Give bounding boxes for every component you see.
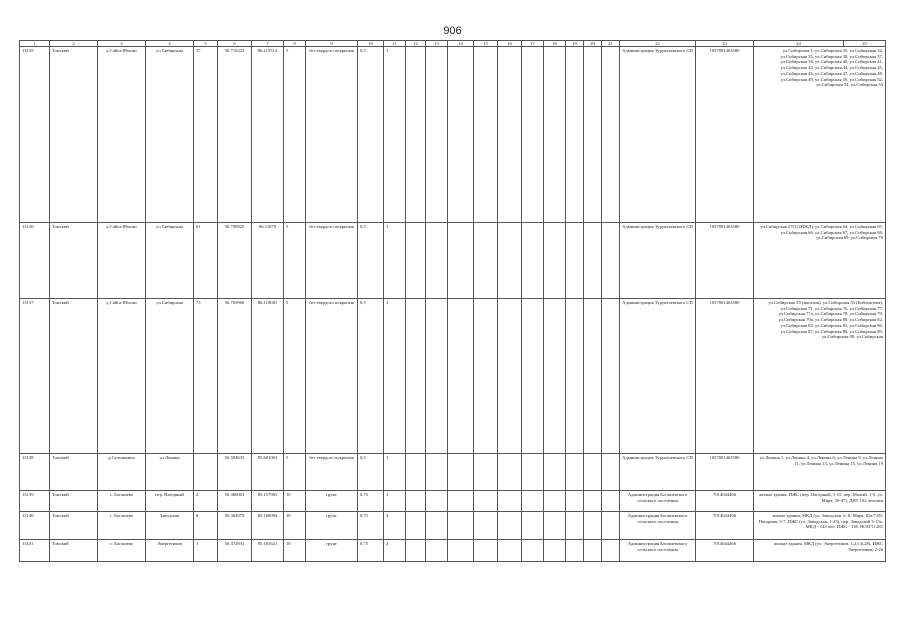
empty-cell [602,299,620,454]
house-cell: 1 [194,540,218,562]
empty-cell [498,454,522,491]
empty-cell [544,223,566,299]
longitude-cell: 85.157965 [252,491,284,512]
column-number-4: 4 [146,41,194,47]
settlement-cell: д.Султанкино [98,454,146,491]
empty-cell [448,454,474,491]
area-cell: 5 [284,47,306,223]
empty-cell [522,491,544,512]
empty-cell [522,454,544,491]
empty-cell [498,491,522,512]
longitude-cell: 86.11679 [252,223,284,299]
house-cell: 61 [194,223,218,299]
served-objects-cell: жилые здания, МКД (ул. Заводская, 6, 8; Мира, 65а/7,69; Нагорная, 5-7, ИЖС (ул. Заводская, 1-23), пер. Заводской 3-15а, МКД - 143 чел, ИЖС - 138, ВСЕГО 281 [754,512,886,540]
ogrn-cell: 7014044466 [696,512,754,540]
container-count-cell: 1 [384,47,406,223]
empty-cell [602,491,620,512]
column-number-12: 12 [406,41,426,47]
longitude-cell: 85.181621 [252,540,284,562]
district-cell: Томский [50,540,98,562]
settlement-cell: с. Богашево [98,540,146,562]
owner-cell: Администрация Богашевского сельского поселения [620,512,696,540]
empty-cell [566,47,584,223]
column-number-6: 6 [218,41,252,47]
latitude-cell: 56.364979 [218,512,252,540]
surface-cell: грунт [306,540,358,562]
empty-cell [522,299,544,454]
empty-cell [566,512,584,540]
owner-cell: Администрация Турунтаевского СП [620,299,696,454]
empty-cell [406,454,426,491]
served-objects-cell: жилые здания, ИЖС (пер. Нагорный, 1-15, пер. Малый, 1-5, ул. Мира, 39-47), ДНТ 102 человек [754,491,886,512]
empty-cell [406,47,426,223]
column-number-1: 1 [20,41,50,47]
container-count-cell: 2 [384,540,406,562]
empty-cell [448,299,474,454]
volume-cell: 0,75 [358,540,384,562]
street-cell: ул.Сибирская [146,223,194,299]
area-cell: 5 [284,299,306,454]
empty-cell [406,223,426,299]
district-cell: Томский [50,454,98,491]
street-cell: ул.Сибирская [146,299,194,454]
owner-cell: Администрация Турунтаевского СП [620,223,696,299]
empty-cell [566,454,584,491]
column-number-15: 15 [474,41,498,47]
latitude-cell: 56.594633 [218,454,252,491]
empty-cell [498,512,522,540]
table-row [20,299,886,454]
empty-cell [522,223,544,299]
empty-cell [448,491,474,512]
empty-cell [602,223,620,299]
ogrn-cell: 1057001463580 [696,47,754,223]
empty-cell [584,47,602,223]
settlement-cell: д.Сайга-Яблоко [98,47,146,223]
area-cell: 10 [284,491,306,512]
table-row [20,454,886,491]
empty-cell [566,299,584,454]
empty-cell [474,223,498,299]
empty-cell [584,299,602,454]
column-number-3: 3 [98,41,146,47]
empty-cell [426,512,448,540]
ogrn-cell: 1057001463580 [696,454,754,491]
row-id: 13135 [20,47,50,223]
district-cell: Томский [50,491,98,512]
table-row [20,540,886,562]
empty-cell [584,491,602,512]
volume-cell: 0,75 [358,491,384,512]
owner-cell: Администрация Богашевского сельского поселения [620,491,696,512]
served-objects-cell: ул.Сибирская 59 (магазин), ул.Сибирская 53 (Библиотека), ул.Сибирская 71, ул.Сибирская 76, ул.Сибирская 77, ул.Сибирская 77а, ул.Сибирская 78, ул.Сибирская 79, ул.Сибирская 79а, ул.Сибирская 80, ул.Сибирская 82, ул.Сибирская 84, ул.Сибирская 85, ул.Сибирская 86, ул.Сибирская 87, ул.Сибирская 88, ул.Сибирская 89, ул.Сибирская 90, ул.Сибирская [754,299,886,454]
empty-cell [474,299,498,454]
column-number-18: 18 [544,41,566,47]
column-number-20: 20 [584,41,602,47]
surface-cell: без твердого покрытия [306,454,358,491]
district-cell: Томский [50,47,98,223]
column-number-22: 22 [620,41,696,47]
empty-cell [498,540,522,562]
house-cell: 8 [194,512,218,540]
column-number-8: 8 [284,41,306,47]
served-objects-cell: жилые здания, МКД (ул. Энергетиков, 1,2,5,6,28), ИЖС Энергетиков, 2-26 [754,540,886,562]
container-count-cell: 1 [384,491,406,512]
empty-cell [474,540,498,562]
row-id: 13137 [20,299,50,454]
empty-cell [566,491,584,512]
column-number-19: 19 [566,41,584,47]
empty-cell [474,47,498,223]
surface-cell: без твердого покрытия [306,299,358,454]
empty-cell [426,299,448,454]
column-number-17: 17 [522,41,544,47]
empty-cell [406,491,426,512]
empty-cell [544,47,566,223]
volume-cell: 0,5 [358,454,384,491]
container-count-cell: 1 [384,454,406,491]
owner-cell: Администрация Турунтаевского СП [620,47,696,223]
column-number-23: 23 [696,41,754,47]
empty-cell [566,540,584,562]
empty-cell [426,540,448,562]
column-number-24: 24 [754,41,844,47]
empty-cell [426,223,448,299]
column-number-2: 2 [50,41,98,47]
empty-cell [544,540,566,562]
empty-cell [406,540,426,562]
column-number-25: 25 [844,41,886,47]
longitude-cell: 85.168084 [252,512,284,540]
empty-cell [602,47,620,223]
empty-cell [426,47,448,223]
volume-cell: 0,75 [358,512,384,540]
row-id: 13136 [20,223,50,299]
container-count-cell: 1 [384,223,406,299]
latitude-cell: 56.366003 [218,491,252,512]
house-cell: 75 [194,299,218,454]
empty-cell [522,540,544,562]
settlement-cell: д.Сайга-Яблоко [98,299,146,454]
empty-cell [498,223,522,299]
street-cell: пер. Нагорный [146,491,194,512]
empty-cell [448,223,474,299]
area-cell: 5 [284,223,306,299]
owner-cell: Администрация Богашевского сельского поселения [620,540,696,562]
empty-cell [474,454,498,491]
empty-cell [584,223,602,299]
empty-cell [544,454,566,491]
settlement-cell: с. Богашево [98,491,146,512]
empty-cell [544,299,566,454]
container-count-cell: 4 [384,512,406,540]
volume-cell: 0,5 [358,223,384,299]
served-objects-cell: ул.Сибирская 1, ул.Сибирская 35, ул.Сибирская 34, ул.Сибирская 35, ул.Сибирская 38, ул.Сибирская 37, ул.Сибирская 38, ул.Сибирская 40, ул.Сибирская 41, ул.Сибирская 43, ул.Сибирская 44, ул.Сибирская 45, ул.Сибирская 46, ул.Сибирская 47, ул.Сибирская 48, ул.Сибирская 49, ул.Сибирская 50, ул.Сибирская 52, ул.Сибирская 54, ул.Сибирская 53 [754,47,886,223]
ogrn-cell: 1057001463580 [696,223,754,299]
empty-cell [406,299,426,454]
empty-cell [448,47,474,223]
ogrn-cell: 7014044466 [696,540,754,562]
surface-cell: грунт [306,491,358,512]
street-cell: Заводская [146,512,194,540]
longitude-cell: 85.601063 [252,454,284,491]
district-cell: Томский [50,223,98,299]
latitude-cell: 56.372931 [218,540,252,562]
empty-cell [602,512,620,540]
empty-cell [406,512,426,540]
empty-cell [522,47,544,223]
empty-cell [474,512,498,540]
served-objects-cell: ул.Сибирская 57(1) (ИЖД), ул.Сибирская 64, ул.Сибирская 65, ул.Сибирская 66, ул.Сибирская 67, ул.Сибирская 68, ул.Сибирская 69, ул.Сибирская 70 [754,223,886,299]
row-id: 13140 [20,512,50,540]
surface-cell: грунт [306,512,358,540]
empty-cell [584,512,602,540]
empty-cell [426,491,448,512]
empty-cell [426,454,448,491]
empty-cell [498,299,522,454]
empty-cell [544,512,566,540]
container-count-cell: 1 [384,299,406,454]
column-number-11: 11 [384,41,406,47]
street-cell: Энергетиков [146,540,194,562]
column-number-5: 5 [194,41,218,47]
empty-cell [584,540,602,562]
empty-cell [602,454,620,491]
latitude-cell: 56.705966 [218,299,252,454]
column-number-9: 9 [306,41,358,47]
column-number-7: 7 [252,41,284,47]
house-cell: 2 [194,491,218,512]
longitude-cell: 86.118081 [252,299,284,454]
empty-cell [602,540,620,562]
table-row [20,47,886,223]
empty-cell [448,540,474,562]
page-number: 906 [443,25,462,37]
latitude-cell: 56.716332 [218,47,252,223]
settlement-cell: д.Сайга-Яблоко [98,223,146,299]
column-number-10: 10 [358,41,384,47]
column-number-21: 21 [602,41,620,47]
house-cell [194,454,218,491]
settlement-cell: с. Богашево [98,512,146,540]
latitude-cell: 56.709925 [218,223,252,299]
empty-cell [498,47,522,223]
district-cell: Томский [50,299,98,454]
empty-cell [522,512,544,540]
row-id: 13141 [20,540,50,562]
empty-cell [544,491,566,512]
district-cell: Томский [50,512,98,540]
surface-cell: без твердого покрытия [306,223,358,299]
row-id: 13138 [20,454,50,491]
row-id: 13139 [20,491,50,512]
column-number-16: 16 [498,41,522,47]
street-cell: ул.Ленина [146,454,194,491]
area-cell: 5 [284,454,306,491]
table-row [20,223,886,299]
table-row [20,491,886,512]
house-cell: 37 [194,47,218,223]
volume-cell: 0,5 [358,47,384,223]
table-row [20,512,886,540]
longitude-cell: 86.115512 [252,47,284,223]
column-number-13: 13 [426,41,448,47]
column-number-14: 14 [448,41,474,47]
empty-cell [566,223,584,299]
area-cell: 10 [284,512,306,540]
volume-cell: 0,5 [358,299,384,454]
empty-cell [474,491,498,512]
ogrn-cell: 7014044466 [696,491,754,512]
registry-table [19,40,886,562]
empty-cell [584,454,602,491]
empty-cell [448,512,474,540]
ogrn-cell: 1057001463580 [696,299,754,454]
area-cell: 10 [284,540,306,562]
owner-cell: Администрация Турунтаевского СП [620,454,696,491]
served-objects-cell: ул.Ленина 1, ул.Ленина 4, ул.Ленина 6, ул.Ленина 9, ул.Ленина 11, ул.Ленина 13, ул.Ленина 15, ул.Ленина 19 [754,454,886,491]
street-cell: ул.Сибирская [146,47,194,223]
surface-cell: без твердого покрытия [306,47,358,223]
